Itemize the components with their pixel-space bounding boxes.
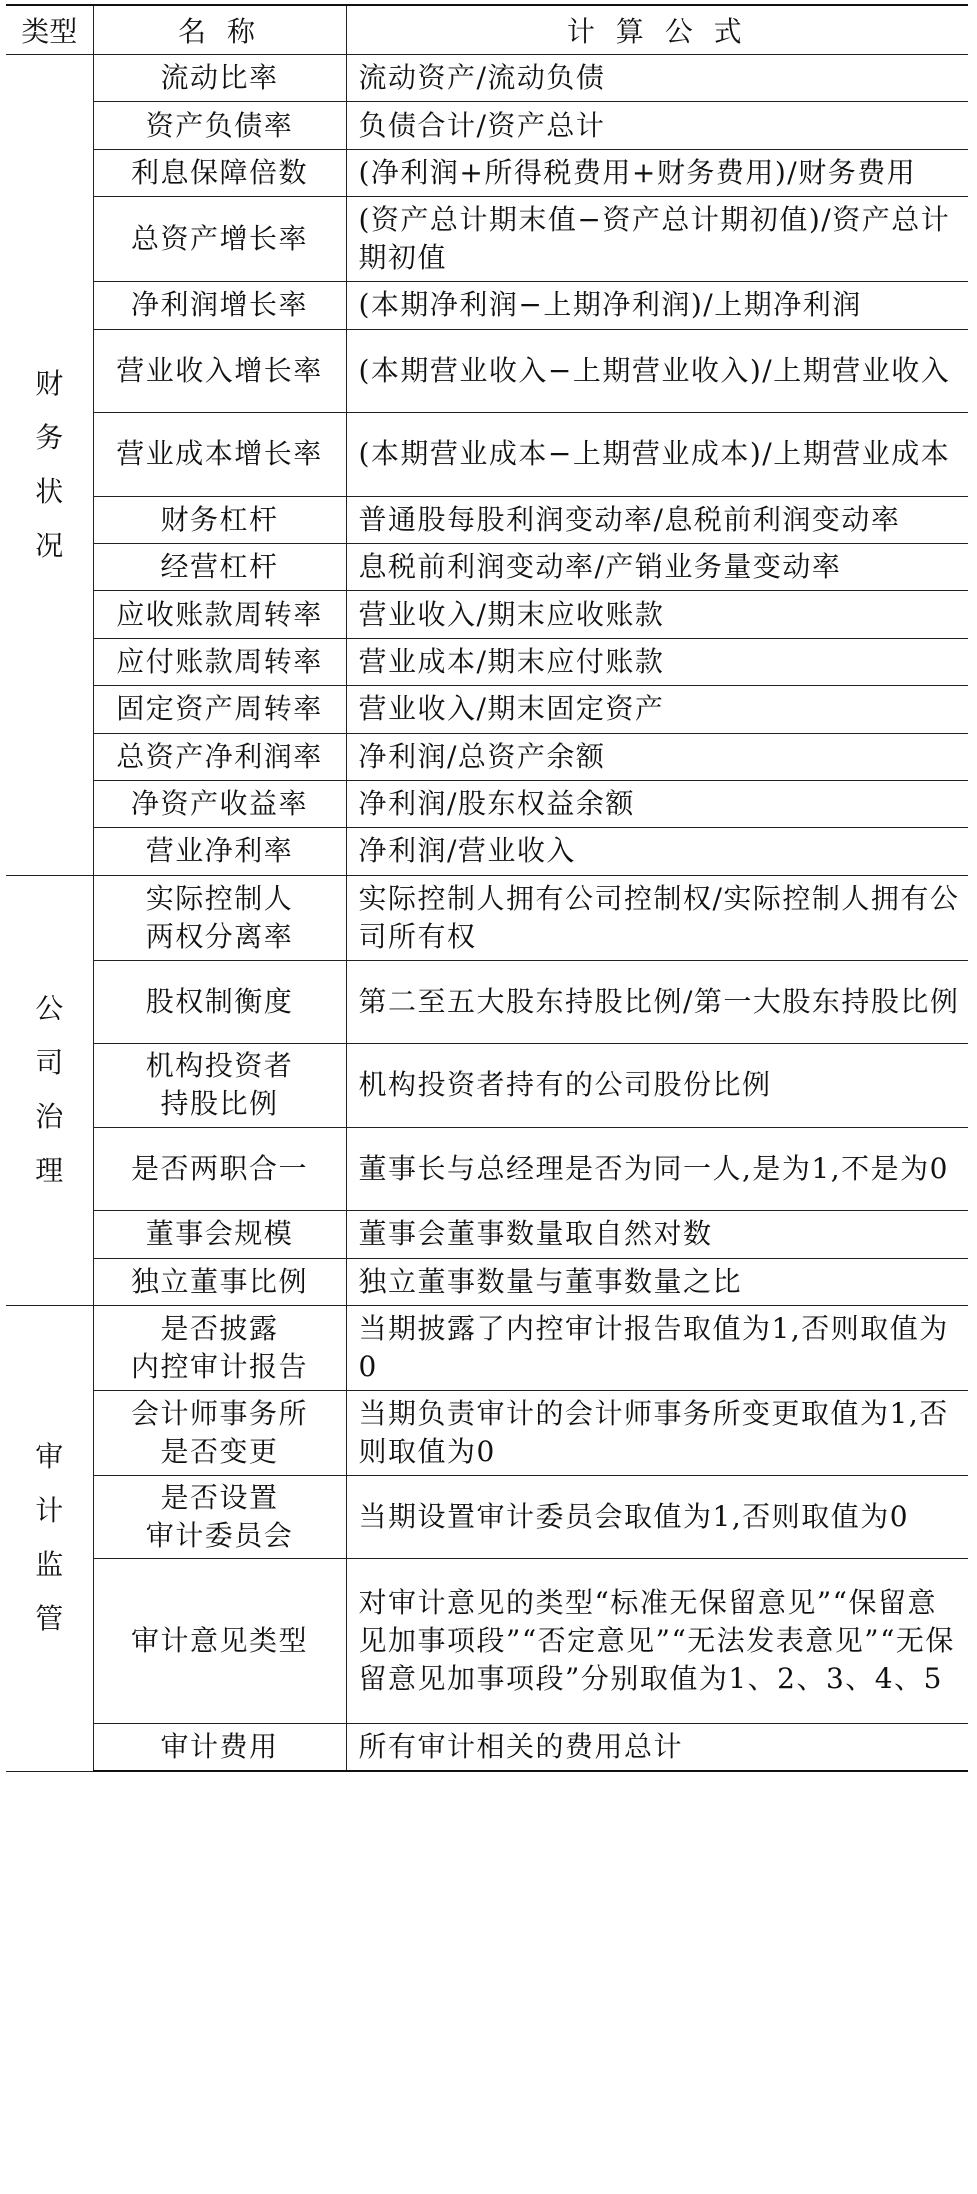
indicator-name: 是否披露	[160, 1311, 279, 1345]
indicator-name-cell	[93, 55, 346, 102]
indicator-formula: 普通股每股利润变动率/息税前利润变动率	[346, 496, 968, 543]
category-char: 财	[35, 366, 64, 400]
indicator-name: 应收账款周转率	[116, 597, 323, 631]
indicator-name-cell	[93, 197, 346, 282]
indicator-name: 会计师事务所	[130, 1396, 308, 1430]
indicator-name: 独立董事比例	[130, 1264, 308, 1298]
indicator-formula: 对审计意见的类型“标准无保留意见”“保留意见加事项段”“否定意见”“无法发表意见”“无保留意见加事项段”分别取值为1、2、3、4、5	[346, 1559, 968, 1724]
table-row	[6, 1559, 968, 1724]
category-char: 司	[35, 1046, 64, 1080]
indicator-name: 董事会规模	[145, 1217, 294, 1251]
indicator-name-cell	[93, 1390, 346, 1475]
table-row	[6, 1475, 968, 1559]
table-row	[6, 1724, 968, 1772]
table-body	[6, 55, 968, 1772]
indicator-name: 净利润增长率	[130, 288, 308, 322]
indicator-formula: 净利润/总资产余额	[346, 733, 968, 780]
table-row	[6, 102, 968, 149]
table-row	[6, 1258, 968, 1305]
indicator-name-cell	[93, 875, 346, 960]
header-type: 类型	[6, 5, 93, 55]
category-char: 理	[35, 1154, 64, 1188]
table-row	[6, 1127, 968, 1211]
table-row	[6, 875, 968, 960]
indicator-name-cell	[93, 638, 346, 685]
indicator-name-cell	[93, 329, 346, 413]
table-row	[6, 780, 968, 827]
indicator-name: 营业净利率	[145, 834, 294, 868]
header-name: 名 称	[93, 5, 346, 55]
indicator-name-cell	[93, 686, 346, 733]
indicator-formula: 净利润/股东权益余额	[346, 780, 968, 827]
indicator-formula: 流动资产/流动负债	[346, 55, 968, 102]
indicator-name: 利息保障倍数	[130, 155, 308, 189]
indicator-formula: 息税前利润变动率/产销业务量变动率	[346, 543, 968, 590]
indicator-name: 审计费用	[160, 1730, 279, 1764]
indicator-formula: 机构投资者持有的公司股份比例	[346, 1044, 968, 1128]
indicator-formula: (本期营业收入−上期营业收入)/上期营业收入	[346, 329, 968, 413]
indicator-name: 持股比例	[160, 1087, 279, 1121]
category-cell	[6, 1305, 93, 1771]
indicator-name-cell	[93, 1559, 346, 1724]
indicator-name: 实际控制人	[145, 881, 294, 915]
category-char: 况	[35, 528, 64, 562]
indicator-name: 机构投资者	[145, 1049, 294, 1083]
table-row	[6, 197, 968, 282]
table-row	[6, 960, 968, 1044]
header-formula: 计 算 公 式	[346, 5, 968, 55]
indicator-formula: 营业成本/期末应付账款	[346, 638, 968, 685]
indicator-name: 固定资产周转率	[116, 692, 323, 726]
indicator-name: 净资产收益率	[130, 787, 308, 821]
table-row	[6, 828, 968, 875]
indicator-name-cell	[93, 780, 346, 827]
indicator-formula: 实际控制人拥有公司控制权/实际控制人拥有公司所有权	[346, 875, 968, 960]
indicator-name: 内控审计报告	[130, 1349, 308, 1383]
category-char: 监	[35, 1548, 64, 1582]
indicator-name-cell	[93, 591, 346, 638]
indicator-name-cell	[93, 543, 346, 590]
indicator-formula: 当期负责审计的会计师事务所变更取值为1,否则取值为0	[346, 1390, 968, 1475]
indicator-formula: 董事会董事数量取自然对数	[346, 1211, 968, 1258]
indicator-name: 审计委员会	[145, 1519, 294, 1553]
indicator-formula: 第二至五大股东持股比例/第一大股东持股比例	[346, 960, 968, 1044]
table-row	[6, 1305, 968, 1390]
indicator-name: 是否设置	[160, 1481, 279, 1515]
table-row	[6, 1211, 968, 1258]
indicator-formula: 营业收入/期末应收账款	[346, 591, 968, 638]
indicator-name-cell	[93, 102, 346, 149]
indicator-name: 经营杠杆	[160, 550, 279, 584]
category-char: 计	[35, 1494, 64, 1528]
indicator-formula: (本期净利润−上期净利润)/上期净利润	[346, 282, 968, 329]
indicator-name-cell	[93, 1475, 346, 1559]
table-header-row	[6, 5, 968, 55]
indicator-name: 总资产净利润率	[116, 739, 323, 773]
indicator-name-cell	[93, 1258, 346, 1305]
indicator-name-cell	[93, 733, 346, 780]
table-row	[6, 1044, 968, 1128]
indicator-name: 审计意见类型	[130, 1624, 308, 1658]
indicator-name-cell	[93, 1724, 346, 1772]
category-cell	[6, 55, 93, 876]
category-char: 务	[35, 420, 64, 454]
indicator-name: 是否变更	[160, 1434, 279, 1468]
indicator-name-cell	[93, 282, 346, 329]
indicator-formula: (本期营业成本−上期营业成本)/上期营业成本	[346, 413, 968, 497]
table-row	[6, 638, 968, 685]
indicator-name-cell	[93, 149, 346, 196]
indicator-name: 两权分离率	[145, 919, 294, 953]
table-row	[6, 329, 968, 413]
indicator-name: 总资产增长率	[130, 222, 308, 256]
indicator-formula: 营业收入/期末固定资产	[346, 686, 968, 733]
indicator-formula: (净利润+所得税费用+财务费用)/财务费用	[346, 149, 968, 196]
indicator-name-cell	[93, 1211, 346, 1258]
category-char: 管	[35, 1602, 64, 1636]
indicator-name: 应付账款周转率	[116, 644, 323, 678]
indicator-name: 股权制衡度	[145, 984, 294, 1018]
category-char: 审	[35, 1440, 64, 1474]
indicator-name-cell	[93, 1127, 346, 1211]
table-row	[6, 591, 968, 638]
category-cell	[6, 875, 93, 1305]
indicator-name-cell	[93, 828, 346, 875]
indicator-formula: (资产总计期末值−资产总计期初值)/资产总计期初值	[346, 197, 968, 282]
category-char: 状	[35, 474, 64, 508]
indicator-formula: 净利润/营业收入	[346, 828, 968, 875]
table-row	[6, 733, 968, 780]
indicator-name: 财务杠杆	[160, 502, 279, 536]
table-row	[6, 282, 968, 329]
indicator-formula: 当期设置审计委员会取值为1,否则取值为0	[346, 1475, 968, 1559]
indicator-formula: 所有审计相关的费用总计	[346, 1724, 968, 1772]
indicator-formula: 董事长与总经理是否为同一人,是为1,不是为0	[346, 1127, 968, 1211]
indicator-name-cell	[93, 1044, 346, 1128]
indicator-name: 营业收入增长率	[116, 353, 323, 387]
indicator-name: 资产负债率	[145, 108, 294, 142]
indicator-formula: 当期披露了内控审计报告取值为1,否则取值为0	[346, 1305, 968, 1390]
indicator-table	[6, 4, 968, 1772]
table-row	[6, 1390, 968, 1475]
table-row	[6, 496, 968, 543]
indicator-formula: 负债合计/资产总计	[346, 102, 968, 149]
indicator-name: 是否两职合一	[130, 1151, 308, 1185]
indicator-name-cell	[93, 413, 346, 497]
category-char: 治	[35, 1100, 64, 1134]
indicator-name: 流动比率	[160, 61, 279, 95]
indicator-formula: 独立董事数量与董事数量之比	[346, 1258, 968, 1305]
table-row	[6, 149, 968, 196]
table-row	[6, 55, 968, 102]
category-char: 公	[35, 992, 64, 1026]
table-row	[6, 543, 968, 590]
indicator-name-cell	[93, 1305, 346, 1390]
table-row	[6, 686, 968, 733]
table-row	[6, 413, 968, 497]
indicator-name-cell	[93, 960, 346, 1044]
indicator-name-cell	[93, 496, 346, 543]
indicator-name: 营业成本增长率	[116, 437, 323, 471]
